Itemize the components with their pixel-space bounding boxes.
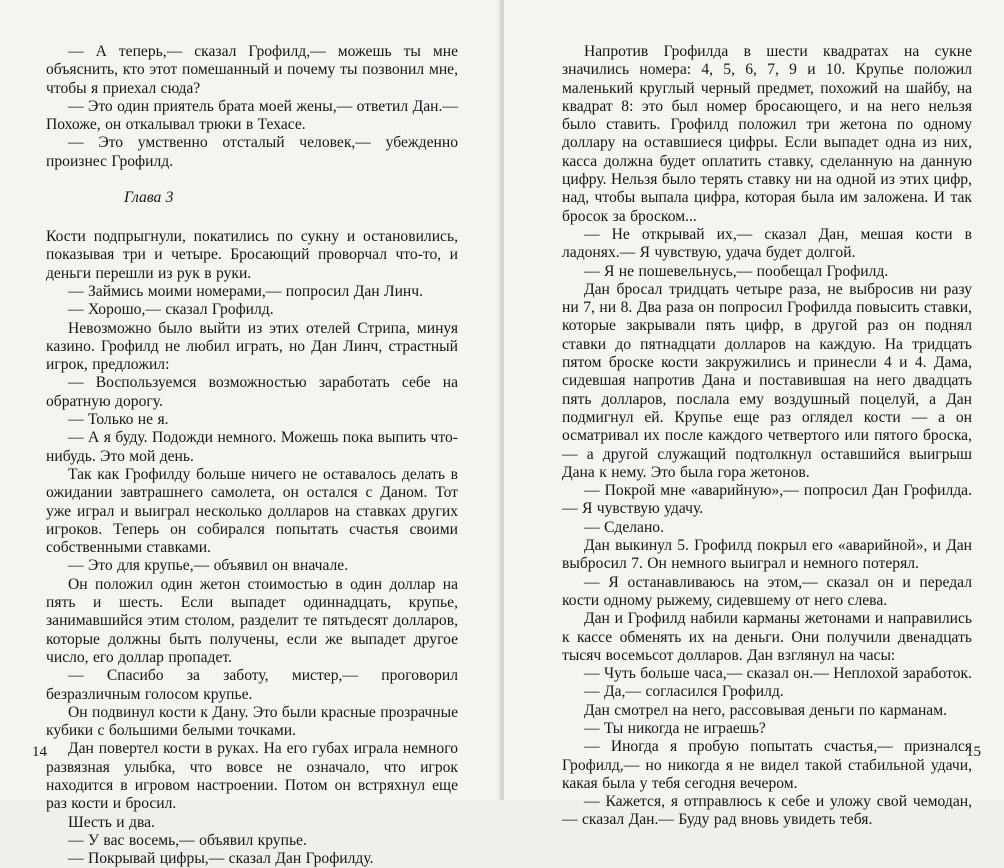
paragraph: — Воспользуемся возможностью заработать себе на обратную дорогу. (46, 374, 458, 410)
paragraph: Невозможно было выйти из этих отелей Стрипа, минуя казино. Грофилд не любил играть, но Дан Линч, страстный игрок, предложил: (46, 319, 458, 374)
left-page (0, 0, 500, 868)
paragraph: — Чуть больше часа,— сказал он.— Неплохой заработок. (584, 665, 972, 683)
paragraph: Он положил один жетон стоимостью в один доллар на пять и шесть. Если выпадет одиннадцать, крупье, занимавшийся этим столом, разделит те пятьдесят долларов, которые должны быть получены, если же выпадет другое число, его доллар пропадет. (46, 575, 458, 666)
paragraph: — Покрой мне «аварийную»,— попросил Дан Грофилда.— Я чувствую удачу. (562, 482, 972, 518)
paragraph: — Покрывай цифры,— сказал Дан Грофилду. (68, 850, 374, 868)
paragraph: — Я не пошевельнусь,— пообещал Грофилд. (584, 262, 889, 280)
paragraph: — Я останавливаюсь на этом,— сказал он и передал кости одному рыжему, сидевшему от него слева. (562, 573, 972, 609)
page-number: 15 (966, 744, 981, 760)
paragraph: — Хорошо,— сказал Грофилд. (68, 301, 274, 319)
paragraph: — А теперь,— сказал Грофилд,— можешь ты мне объяснить, кто этот помешанный и почему ты позвонил мне, чтобы я приехал сюда? (46, 43, 458, 97)
paragraph: Дан бросал тридцать четыре раза, не выбросив ни разу ни 7, ни 8. Два раза он попросил Грофилда повысить ставки, которые закрывали пять цифр, в другой раз он поднял ставки до пятнадцати долларов на каждую. На тридцать пятом броске кости закружились и принесли 4 и 4. Дама, сидевшая напротив Дана и поставившая на него двадцать пять долларов, послала ему воздушный поцелуй, а Дан подмигнул ей. Крупье еще раз оглядел кости — а он осматривал их после каждого четвертого или пятого броска,— а другой служащий подтолкнул оставшийся выигрыш Дана к нему. Это была гора жетонов. (562, 280, 972, 481)
paragraph: Дан смотрел на него, рассовывая деньги по карманам. (584, 701, 947, 719)
paragraph: Шесть и два. (68, 813, 155, 831)
paragraph: Дан и Грофилд набили карманы жетонами и направились к кассе обменять их на деньги. Они получили двенадцать тысяч восемьсот долларов. Дан взглянул на часы: (562, 610, 972, 664)
paragraph: — Не открывай их,— сказал Дан, мешая кости в ладонях.— Я чувствую, удача будет долгой. (562, 225, 972, 262)
paragraph: — Кажется, я отправлюсь к себе и уложу свой чемодан,— сказал Дан.— Буду рад вновь увидеть тебя. (562, 793, 972, 829)
paragraph: — Да,— согласился Грофилд. (584, 683, 784, 701)
right-page-text (562, 43, 972, 830)
paragraph: — Это умственно отсталый человек,— убежденно произнес Грофилд. (46, 134, 458, 170)
left-page-text (46, 43, 458, 868)
paragraph: — Ты никогда не играешь? (584, 719, 766, 737)
paragraph: — Это для крупье,— объявил он вначале. (68, 557, 349, 575)
paragraph: — Это один приятель брата моей жены,— ответил Дан.— Похоже, он откалывал трюки в Техасе. (46, 97, 458, 134)
right-page (504, 0, 1004, 829)
paragraph: Дан выкинул 5. Грофилд покрыл его «аварийной», и Дан выбросил 7. Он немного выиграл и немного потерял. (562, 537, 972, 573)
page-number: 14 (32, 744, 47, 760)
paragraph: Дан повертел кости в руках. На его губах играла немного развязная улыбка, что вовсе не означало, что игрок находится в игровом настроении. Потом он встряхнул еще раз кости и бросил. (46, 740, 458, 813)
paragraph: Напротив Грофилда в шести квадратах на сукне значились номера: 4, 5, 6, 7, 9 и 10. Крупье положил маленький круглый черный предмет, похожий на шайбу, на квадрат 8: это был номер бросающего, и на него нельзя было ставить. Грофилд положил три жетона по одному доллару на оставшиеся цифры. Если выпадет одна из них, касса должна будет оплатить ставку, сделанную на данную цифру. Нельзя было терять ставку ни на одной из этих цифр, над, чтобы выпала цифра, которая была им заложена. И так бросок за броском... (562, 43, 972, 225)
paragraph: — Только не я. (68, 411, 169, 429)
paragraph: — Сделано. (584, 518, 664, 536)
chapter-heading: Глава 3 (124, 189, 174, 207)
paragraph: — Спасибо за заботу, мистер,— проговорил безразличным голосом крупье. (46, 667, 458, 703)
paragraph: Так как Грофилду больше ничего не оставалось делать в ожидании завтрашнего самолета, он остался с Даном. Тот уже играл и выиграл несколько долларов на ставках других игроков. Теперь он собирался попытать счастья своими собственными ставками. (46, 465, 458, 557)
paragraph: — Иногда я пробую попытать счастья,— признался Грофилд,— но никогда я не видел такой стабильной удачи, какая была у тебя сегодня вечером. (562, 738, 972, 792)
paragraph: Кости подпрыгнули, покатились по сукну и остановились, показывая три и четыре. Бросающий проворчал что-то, и деньги перешли из рук в руки. (46, 228, 458, 282)
paragraph: — Займись моими номерами,— попросил Дан Линч. (68, 282, 424, 300)
paragraph: — У вас восемь,— объявил крупье. (68, 831, 307, 849)
paragraph: Он подвинул кости к Дану. Это были красные прозрачные кубики с большими белыми точками. (46, 703, 459, 740)
paragraph: — А я буду. Подожди немного. Можешь пока выпить что-нибудь. Это мой день. (46, 429, 458, 465)
